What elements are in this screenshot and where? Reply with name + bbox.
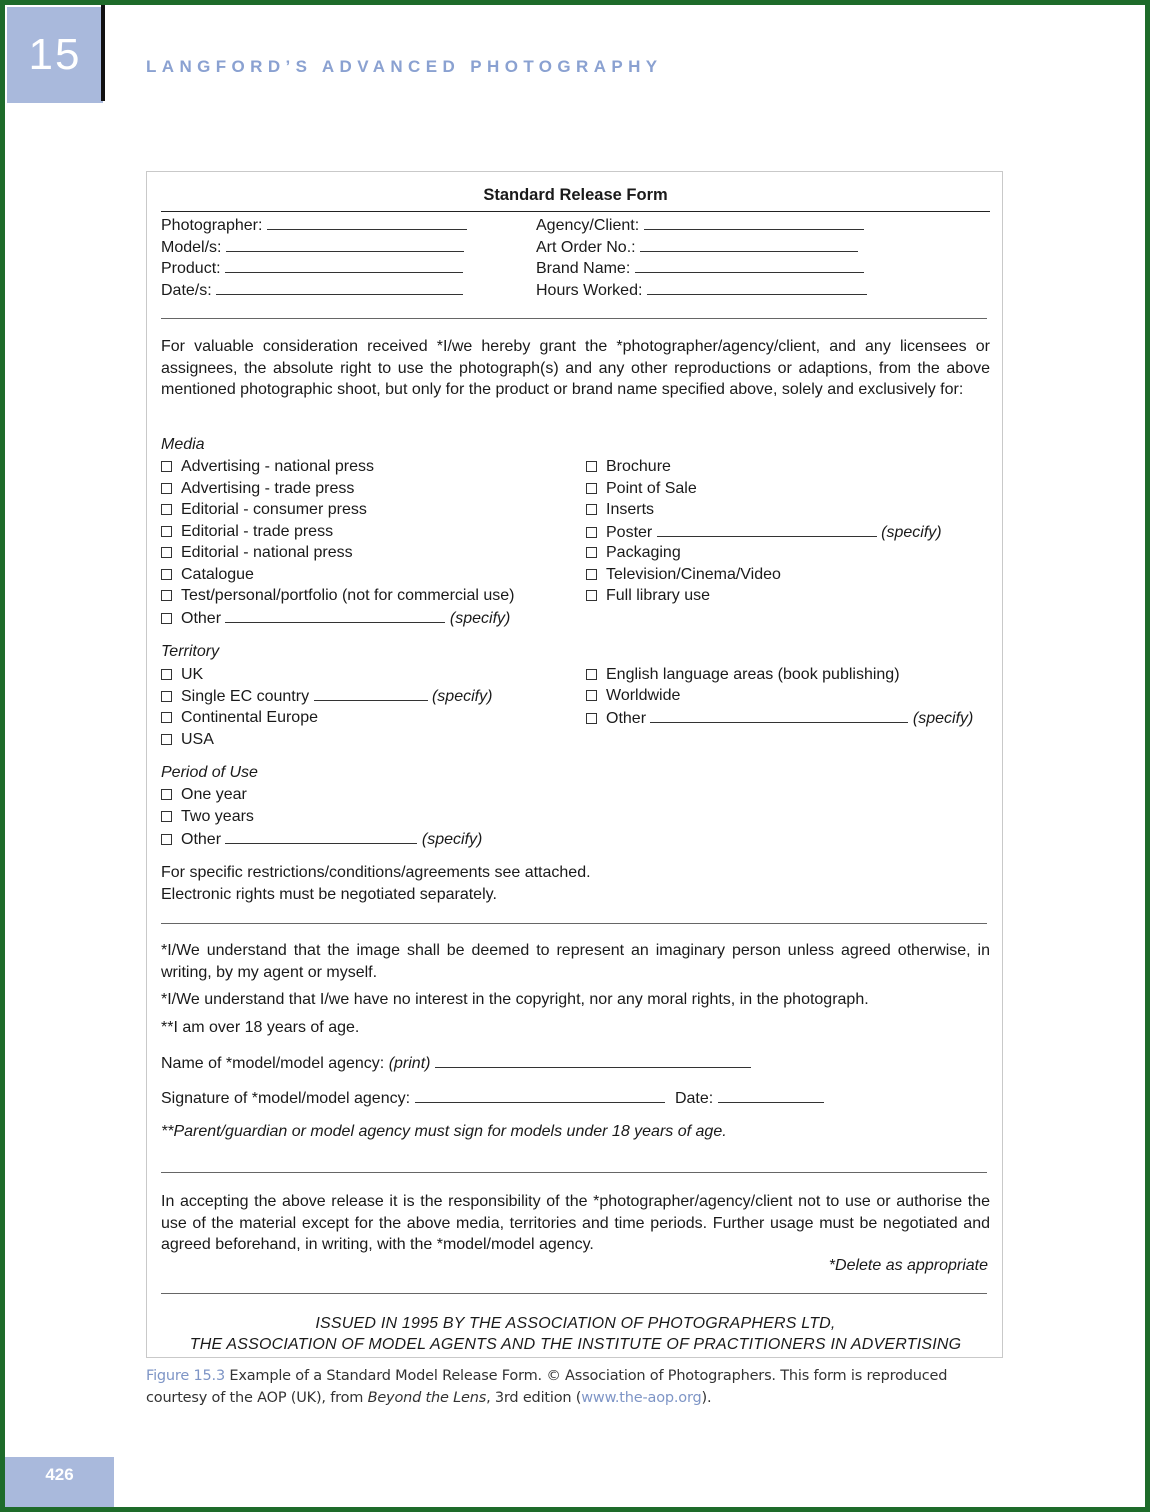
period-option[interactable]: One year (161, 785, 247, 805)
field-brand-name (536, 258, 864, 278)
checkbox[interactable] (161, 691, 172, 702)
period-heading: Period of Use (161, 764, 258, 781)
territory-option[interactable]: UK (161, 665, 203, 685)
media-option[interactable]: Brochure (586, 457, 671, 477)
territory-option[interactable]: Continental Europe (161, 708, 318, 728)
blank-line[interactable] (650, 708, 908, 723)
checkbox[interactable] (586, 569, 597, 580)
issued-line-2: THE ASSOCIATION OF MODEL AGENTS AND THE INSTITUTE OF PRACTITIONERS IN ADVERTISING (189, 1336, 962, 1353)
grant-text: For valuable consideration received *I/we hereby grant the *photographer/agency/client, and any licensees or assignees, the absolute right to use the photograph(s) and any other reproductions or adaptions, from the above mentioned photographic shoot, but only for the product or brand name specified above, solely and exclusively for: (161, 338, 990, 399)
checkbox[interactable] (586, 483, 597, 494)
aop-link[interactable]: www.the-aop.org (581, 1390, 702, 1406)
field-label: Date/s: (161, 282, 212, 299)
blank-line[interactable] (640, 237, 858, 252)
checkbox[interactable] (161, 613, 172, 624)
checkbox[interactable] (161, 789, 172, 800)
checkbox[interactable] (161, 504, 172, 515)
blank-line[interactable] (435, 1053, 751, 1068)
checkbox[interactable] (161, 526, 172, 537)
checkbox[interactable] (586, 461, 597, 472)
checkbox[interactable] (586, 713, 597, 724)
signature-field: Signature of *model/model agency: Date: (161, 1088, 824, 1108)
model-name-field: Name of *model/model agency: (print) (161, 1053, 751, 1073)
checkbox[interactable] (586, 669, 597, 680)
checkbox[interactable] (161, 712, 172, 723)
media-option[interactable]: Editorial - consumer press (161, 500, 367, 520)
statement-imaginary-person: *I/We understand that the image shall be deemed to represent an imaginary person unless agreed otherwise, in writing, by my agent or myself. (161, 942, 990, 981)
electronic-rights-note: Electronic rights must be negotiated separately. (161, 886, 497, 903)
media-option-poster[interactable]: Poster (specify) (586, 522, 942, 543)
checkbox[interactable] (161, 734, 172, 745)
media-option[interactable]: Inserts (586, 500, 654, 520)
territory-option[interactable]: Worldwide (586, 686, 680, 706)
field-label: Product: (161, 260, 221, 277)
checkbox[interactable] (161, 811, 172, 822)
parent-guardian-note: **Parent/guardian or model agency must sign for models under 18 years of age. (161, 1123, 727, 1140)
blank-line[interactable] (644, 215, 864, 230)
field-label: Photographer: (161, 217, 263, 234)
field-photographer (161, 215, 467, 235)
media-option[interactable]: Test/personal/portfolio (not for commercial use) (161, 586, 514, 606)
checkbox[interactable] (161, 547, 172, 558)
statement-copyright: *I/We understand that I/we have no interest in the copyright, nor any moral rights, in the photograph. (161, 991, 869, 1008)
statement-age: **I am over 18 years of age. (161, 1019, 360, 1036)
territory-heading: Territory (161, 643, 220, 660)
blank-line[interactable] (647, 280, 867, 295)
divider (161, 1293, 987, 1294)
media-option[interactable]: Television/Cinema/Video (586, 565, 781, 585)
blank-line[interactable] (226, 237, 464, 252)
field-label: Model/s: (161, 239, 222, 256)
divider (161, 318, 987, 319)
media-option[interactable]: Editorial - trade press (161, 522, 333, 542)
restrictions-note: For specific restrictions/conditions/agreements see attached. (161, 864, 591, 881)
field-agency-client (536, 215, 864, 235)
territory-option-single-ec[interactable]: Single EC country (specify) (161, 686, 492, 707)
checkbox[interactable] (161, 569, 172, 580)
figure-caption: Figure 15.3 Example of a Standard Model Release Form. © Association of Photographers. This form is reproduced courtesy of the AOP (UK), from Beyond the Lens, 3rd edition (www.the-aop.org). (146, 1368, 948, 1406)
field-label: Art Order No.: (536, 239, 636, 256)
delete-note: *Delete as appropriate (828, 1257, 988, 1274)
issued-line-1: ISSUED IN 1995 BY THE ASSOCIATION OF PHOTOGRAPHERS LTD, (315, 1315, 836, 1332)
territory-option-other[interactable]: Other (specify) (586, 708, 973, 729)
checkbox[interactable] (586, 690, 597, 701)
blank-line[interactable] (314, 686, 428, 701)
blank-line[interactable] (718, 1088, 824, 1103)
field-dates (161, 280, 463, 300)
blank-line[interactable] (225, 258, 463, 273)
blank-line[interactable] (216, 280, 463, 295)
blank-line[interactable] (415, 1088, 665, 1103)
blank-line[interactable] (225, 829, 417, 844)
media-heading: Media (161, 436, 205, 453)
checkbox[interactable] (161, 834, 172, 845)
form-title: Standard Release Form (161, 186, 990, 212)
media-option[interactable]: Advertising - trade press (161, 479, 354, 499)
field-label: Agency/Client: (536, 217, 640, 234)
media-option[interactable]: Packaging (586, 543, 681, 563)
media-option-other[interactable]: Other (specify) (161, 608, 510, 629)
field-hours-worked (536, 280, 867, 300)
checkbox[interactable] (586, 527, 597, 538)
media-option[interactable]: Editorial - national press (161, 543, 353, 563)
blank-line[interactable] (225, 608, 445, 623)
media-option[interactable]: Advertising - national press (161, 457, 374, 477)
divider (161, 1172, 987, 1173)
blank-line[interactable] (267, 215, 467, 230)
period-option[interactable]: Two years (161, 807, 254, 827)
period-option-other[interactable]: Other (specify) (161, 829, 482, 850)
book-title: Beyond the Lens (367, 1390, 487, 1406)
running-title: LANGFORD’S ADVANCED PHOTOGRAPHY (146, 57, 663, 76)
checkbox[interactable] (586, 547, 597, 558)
territory-option[interactable]: English language areas (book publishing) (586, 665, 900, 685)
checkbox[interactable] (161, 461, 172, 472)
field-models (161, 237, 464, 257)
divider (161, 923, 987, 924)
page (5, 5, 1145, 1507)
chapter-number: 15 (7, 7, 103, 103)
media-option[interactable]: Full library use (586, 586, 710, 606)
checkbox[interactable] (161, 590, 172, 601)
checkbox[interactable] (161, 669, 172, 680)
field-label: Brand Name: (536, 260, 631, 277)
media-option[interactable]: Catalogue (161, 565, 254, 585)
figure-label: Figure 15.3 (146, 1368, 225, 1384)
field-label: Hours Worked: (536, 282, 643, 299)
field-art-order (536, 237, 858, 257)
checkbox[interactable] (161, 483, 172, 494)
checkbox[interactable] (586, 590, 597, 601)
checkbox[interactable] (586, 504, 597, 515)
acceptance-text: In accepting the above release it is the responsibility of the *photographer/agency/client not to use or authorise the use of the material except for the above media, territories and time periods. Further usage must be negotiated and agreed beforehand, in writing, with the *model/model agency. (161, 1193, 990, 1254)
chapter-divider (101, 5, 105, 101)
page-number: 426 (5, 1457, 114, 1507)
blank-line[interactable] (657, 522, 877, 537)
media-option[interactable]: Point of Sale (586, 479, 697, 499)
release-form (146, 171, 1003, 1358)
blank-line[interactable] (635, 258, 864, 273)
territory-option[interactable]: USA (161, 730, 214, 750)
field-product (161, 258, 463, 278)
